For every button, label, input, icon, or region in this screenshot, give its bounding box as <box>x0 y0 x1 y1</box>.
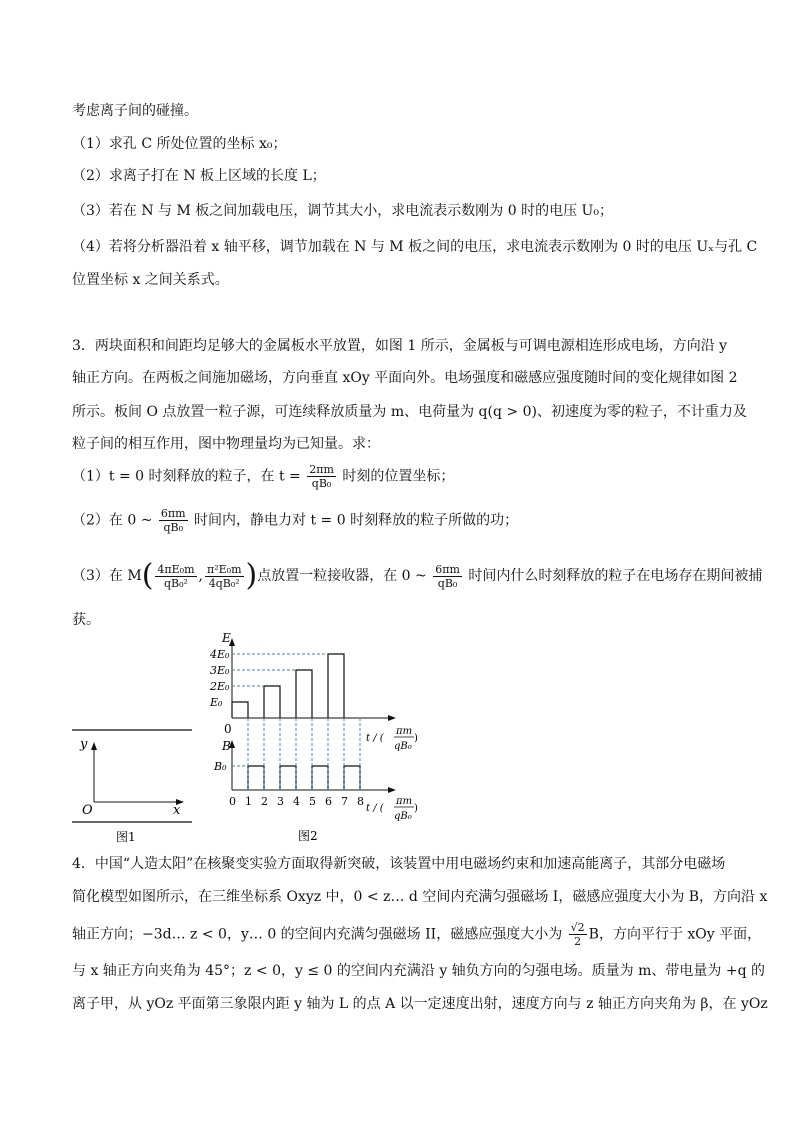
problem-3-line-2: 轴正方向。在两板之间施加磁场，方向垂直 xOy 平面向外。电场强度和磁感应强度随时间的变化规律如图 2 <box>72 370 738 386</box>
problem-4-line-5: 离子甲，从 yOz 平面第三象限内距 y 轴为 L 的点 A 以一定速度出射，速度方向与 z 轴正方向夹角为 β，在 yOz <box>72 996 768 1012</box>
problem-3-line-4: 粒子间的相互作用，图中物理量均为已知量。求： <box>72 436 380 452</box>
e-time-num: πm <box>396 726 413 737</box>
b-pulse-1 <box>248 766 264 790</box>
b-pulse-2 <box>280 766 296 790</box>
b-time-num: πm <box>396 796 413 807</box>
problem-3-question-3-end: 获。 <box>72 612 100 628</box>
q2-prefix: （2）在 0 ~ <box>72 512 153 529</box>
x-tick-label: 4 <box>293 795 300 808</box>
fig1-caption: 图1 <box>116 830 136 844</box>
right-paren: ) <box>245 558 258 593</box>
q3-frac2-num: π²E₀m <box>206 562 242 576</box>
problem-4-line-2: 简化模型如图所示，在三维坐标系 Oxyz 中，0 < z… d 空间内充满匀强磁场 I，磁感应强度大小为 B，方向沿 x <box>72 889 768 905</box>
e-zero-label: 0 <box>224 722 232 736</box>
b-time-arrow <box>388 787 396 793</box>
q3-separator: , <box>198 568 203 584</box>
text-line: 考虑离子间的碰撞。 <box>72 103 198 119</box>
x-tick-label: 2 <box>261 795 268 808</box>
q3-frac2-den: 4qB₀² <box>208 576 240 590</box>
x-tick-label: 7 <box>341 795 348 808</box>
sqrt2-num: √2 <box>570 921 585 934</box>
e-time-label: t / ( <box>366 733 384 744</box>
q3-fraction-3 <box>433 563 462 590</box>
p4-line-3-part-1: 轴正方向；−3d… z < 0，y… 0 的空间内充满匀强磁场 II，磁感应强度大小为 <box>72 926 563 943</box>
x-tick-label: 0 <box>229 795 236 808</box>
q3-frac1-num: 4πE₀m <box>157 562 195 576</box>
q3-frac3-num: 6πm <box>435 562 460 576</box>
q2-fraction <box>159 507 188 534</box>
e-pulse-3 <box>296 670 312 718</box>
e-pulse-1 <box>232 702 248 718</box>
q2-frac-den: qB₀ <box>163 521 184 534</box>
e-tick-label: 3E₀ <box>210 664 230 677</box>
sqrt2-den: 2 <box>574 935 582 948</box>
x-tick-label: 8 <box>357 795 364 808</box>
problem-3-question-1 <box>72 463 454 490</box>
problem-3-question-3 <box>72 558 763 593</box>
figure-2 <box>200 630 430 845</box>
q3-frac3-den: qB₀ <box>437 576 458 590</box>
q3-middle: 点放置一粒接收器，在 0 ~ <box>257 568 427 584</box>
q1-suffix: 时刻的位置坐标； <box>342 468 455 485</box>
q3-suffix: 时间内什么时刻释放的粒子在电场存在期间被捕 <box>468 568 763 584</box>
figure-1 <box>70 720 200 845</box>
q1-prefix: （1）t = 0 时刻释放的粒子，在 t = <box>72 468 301 485</box>
problem-3-line-1: 3．两块面积和间距均足够大的金属板水平放置，如图 1 所示，金属板与可调电源相连形成电场，方向沿 y <box>72 338 728 354</box>
fig1-x-label: x <box>173 803 181 818</box>
p4-line-3-part-2: B，方向平行于 xOy 平面， <box>588 926 762 943</box>
b-pulse-4 <box>344 766 360 790</box>
e-tick-label: E₀ <box>210 696 223 709</box>
b-time-den: qB₀ <box>394 811 412 822</box>
problem-3-line-3: 所示。板间 O 点放置一粒子源，可连续释放质量为 m、电荷量为 q(q > 0)、初速度为零的粒子，不计重力及 <box>72 404 747 420</box>
b-pulse-3 <box>312 766 328 790</box>
question-2: （2）求离子打在 N 板上区域的长度 L； <box>72 168 326 184</box>
question-4-line-1: （4）若将分析器沿着 x 轴平移，调节加载在 N 与 M 板之间的电压，求电流表示数刚为 0 时的电压 Uₓ与孔 C <box>72 239 758 255</box>
problem-4-line-1: 4．中国“人造太阳”在核聚变实验方面取得新突破，该装置中用电磁场约束和加速高能离子，其部分电磁场 <box>72 856 726 872</box>
q1-frac-num: 2πm <box>309 463 334 476</box>
question-3: （3）若在 N 与 M 板之间加载电压，调节其大小，求电流表示数刚为 0 时的电压 U₀； <box>72 203 613 219</box>
b-axis-label: B <box>222 739 231 753</box>
problem-4-line-3 <box>72 921 761 948</box>
b-time-close: ) <box>414 803 418 814</box>
q3-prefix: （3）在 M <box>72 568 142 584</box>
question-1: （1）求孔 C 所处位置的坐标 x₀； <box>72 136 287 152</box>
b-tick-label: B₀ <box>214 760 227 773</box>
q3-fraction-2 <box>205 563 244 590</box>
x-tick-label: 3 <box>277 795 284 808</box>
problem-4-line-4: 与 x 轴正方向夹角为 45°；z < 0，y ≤ 0 的空间内充满沿 y 轴负方向的匀强电场。质量为 m、带电量为 +q 的 <box>72 963 765 979</box>
question-4-line-2: 位置坐标 x 之间关系式。 <box>72 272 229 288</box>
e-time-close: ) <box>414 733 418 744</box>
x-tick-label: 1 <box>245 795 252 808</box>
q2-frac-num: 6πm <box>160 507 186 520</box>
e-time-den: qB₀ <box>394 741 412 752</box>
fig1-y-arrow <box>91 742 97 750</box>
b-time-label: t / ( <box>366 803 384 814</box>
e-axis-label: E <box>222 631 231 645</box>
q3-fraction-1 <box>155 563 196 590</box>
x-tick-label: 6 <box>325 795 332 808</box>
fig2-caption: 图2 <box>298 829 318 843</box>
e-pulse-2 <box>264 686 280 718</box>
sqrt2-over-2 <box>569 921 587 948</box>
e-pulse-4 <box>328 654 344 718</box>
q3-frac1-den: qB₀² <box>164 576 188 590</box>
left-paren: ( <box>141 558 154 593</box>
q1-fraction <box>307 463 336 490</box>
e-time-arrow <box>388 715 396 721</box>
fig1-origin-label: O <box>82 803 93 818</box>
e-tick-label: 2E₀ <box>210 680 230 693</box>
e-tick-label: 4E₀ <box>210 648 230 661</box>
q2-suffix: 时间内，静电力对 t = 0 时刻释放的粒子所做的功； <box>194 512 519 529</box>
q1-frac-den: qB₀ <box>311 477 332 490</box>
fig1-y-label: y <box>80 737 88 752</box>
x-tick-label: 5 <box>309 795 316 808</box>
problem-3-question-2 <box>72 507 518 534</box>
